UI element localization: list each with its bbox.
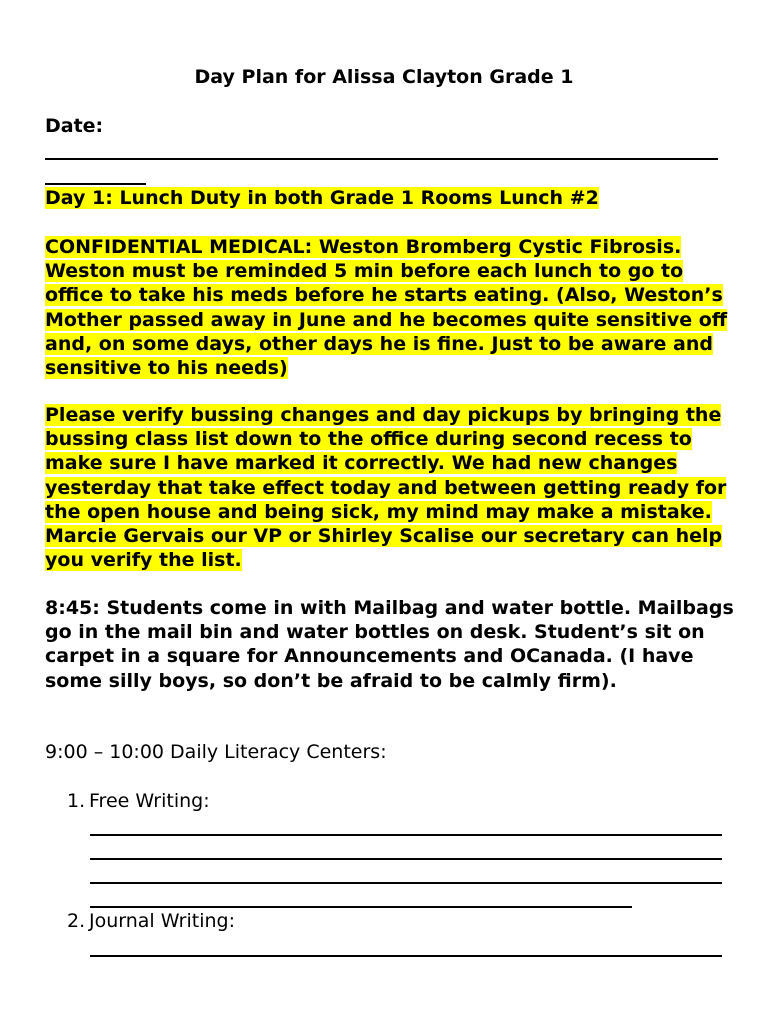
day-heading	[45, 186, 735, 210]
day-heading-text: Day 1: Lunch Duty in both Grade 1 Rooms Lunch #2	[45, 187, 599, 209]
writing-line	[90, 834, 722, 836]
bussing-note	[45, 403, 735, 572]
center-number-1: 1.	[67, 790, 86, 812]
writing-line	[90, 882, 722, 884]
writing-line	[90, 858, 722, 860]
medical-note-text: CONFIDENTIAL MEDICAL: Weston Bromberg Cystic Fibrosis. Weston must be reminded 5 min before each lunch to go to office to take his meds before he starts eating. (Also, Weston’s Mother passed away in June and he becomes quite sensitive off and, on some days, other days he is fine. Just to be aware and sensitive to his needs)	[45, 236, 728, 380]
date-underline	[45, 158, 718, 160]
date-underline-short	[45, 183, 146, 185]
center-number-2: 2.	[67, 910, 86, 932]
morning-note: 8:45: Students come in with Mailbag and water bottle. Mailbags go in the mail bin and water bottles on desk. Student’s sit on carpet in a square for Announcements and OCanada. (I have some silly boys, so don’t be afraid to be calmly firm).	[45, 597, 734, 692]
document-title: Day Plan for Alissa Clayton Grade 1	[194, 66, 574, 88]
date-label: Date:	[45, 115, 104, 137]
writing-line	[90, 955, 722, 957]
medical-note	[45, 235, 735, 380]
center-item-2	[67, 909, 235, 933]
literacy-heading: 9:00 – 10:00 Daily Literacy Centers:	[45, 741, 387, 763]
writing-line	[90, 906, 632, 908]
center-item-1	[67, 789, 210, 813]
center-label-1: Free Writing:	[89, 790, 210, 812]
bussing-note-text: Please verify bussing changes and day pickups by bringing the bussing class list down to the office during second recess to make sure I have marked it correctly. We had new changes yesterday that take effect today and between getting ready for the open house and being sick, my mind may make a mistake. Marcie Gervais our VP or Shirley Scalise our secretary can help you verify the list.	[45, 404, 727, 572]
center-label-2: Journal Writing:	[89, 910, 236, 932]
